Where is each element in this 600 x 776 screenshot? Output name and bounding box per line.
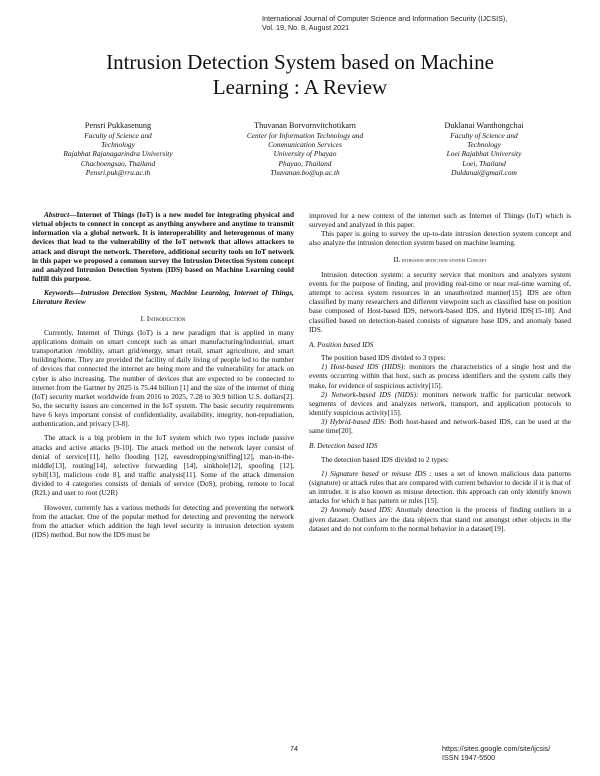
list-item-hids xyxy=(309,362,571,389)
keywords-label: Keywords xyxy=(44,288,74,298)
section-title: intrusion detection system Concept xyxy=(402,256,487,264)
journal-name: International Journal of Computer Science and Information Security (IJCSIS), xyxy=(262,14,508,23)
left-column xyxy=(32,210,294,539)
list-item-anomaly xyxy=(309,505,571,532)
section-heading-introduction xyxy=(32,314,294,323)
subsection-heading-a: A. Position based IDS xyxy=(309,339,374,349)
footer-links xyxy=(442,744,550,762)
intro-paragraph-4: improved for a new context of the internet such as Internet of Things (IoT) which is surveyed and analyzed in this paper. xyxy=(309,211,571,230)
keywords-text: —Intrusion Detection System, Machine Learning, Internet of Things, Literature Review xyxy=(32,288,294,307)
abstract-label: Abstract xyxy=(44,210,70,219)
author-affil-line: Technology xyxy=(101,140,135,150)
intro-paragraph-5: This paper is going to survey the up-to-date intrusion detection system concept and also analyze the intrusion detection system based on machine learning. xyxy=(309,229,571,248)
author-affil-line: Phayao, Thailand xyxy=(278,158,332,168)
author-2 xyxy=(220,121,390,177)
keywords xyxy=(32,288,294,306)
section-number: II. xyxy=(393,254,401,264)
paper-title xyxy=(40,50,560,100)
concept-paragraph-1: Intrusion detection system: a security service that monitors and analyzes system events for the purpose of finding, and providing real-time or near real-time warning of, attempt to access system resources in an unauthorized manner[15]. IDS are often classified by many researchers and different viewpoint such as classified base on position base composed of Host-based IDS, network-based IDS, and Hybrid IDS[15-18]. And classified based on detection-based consists of signature base IDS, and anomaly based IDS. xyxy=(309,269,571,334)
abstract xyxy=(32,210,294,283)
item-text: monitors network traffic for particular network segments of devices and analyzes network, transport, and application protocols to identify suspicious activity[15]. xyxy=(309,389,571,417)
list-item-hybrid xyxy=(309,417,571,435)
list-item-signature xyxy=(309,469,571,506)
page-number: 74 xyxy=(290,744,298,753)
item-label: 1) Host-based IDS (HIDS): xyxy=(321,362,406,372)
journal-volume: Vol. 19, No. 8, August 2021 xyxy=(262,23,350,32)
intro-paragraph-3: However, currently has a various methods for detecting and preventing the network from the attacker. One of the popular method for detecting and preventing the network from the attacker which addition the high level security is intrusion detection system (IDS) method. But now the IDS must be xyxy=(32,502,294,539)
item-label: 3) Hybrid-based IDS: xyxy=(321,417,387,427)
author-affil-line: Chachoengsao, Thailand xyxy=(80,158,156,168)
author-affil-line: University of Phayao xyxy=(273,149,337,159)
subsection-heading-b: B. Detection based IDS xyxy=(309,441,378,451)
section-title: Introduction xyxy=(146,313,186,323)
item-label: 1) Signature based or misuse IDS : xyxy=(321,468,432,478)
journal-header xyxy=(262,14,592,32)
author-affil-line: Loei, Thailand xyxy=(462,158,506,168)
author-name: Duklanai Wanthongchai xyxy=(444,121,524,130)
author-name: Pensri Pukkasenung xyxy=(84,121,152,130)
section-number: I. xyxy=(140,313,145,323)
author-email: Duldanai@gmail.com xyxy=(451,167,517,177)
author-affil-line: Loei Rajabhat University xyxy=(446,149,522,159)
item-label: 2) Network-based IDS (NIDS): xyxy=(321,389,419,399)
abstract-text: —Internet of Things (IoT) is a new model for integrating physical and virtual objects to connect in concept as anything anywhere and anytime to transmit information via a global network. It is interoperability and heterogenous of many devices that lead to the vulnerability of the IoT network that allows attackers to attack and disrupt the network. Therefore, additional security tools on IoT network in this paper we proposed a common survey the Intrusion Detection System concept and analyzed Intrusion Detection System (IDS) based on Machine Learning could fulfill this purpose. xyxy=(32,210,294,284)
author-affil-line: Faculty of Science and xyxy=(84,131,152,140)
right-column xyxy=(309,211,571,533)
author-affil-line: Technology xyxy=(467,140,501,150)
item-text: Both host-based and network-based IDS, can be used at the same time[20]. xyxy=(309,417,571,436)
position-intro: The position based IDS divided to 3 types: xyxy=(321,353,446,363)
author-email: Pensri.puk@rru.ac.th xyxy=(85,167,151,177)
footer-issn: ISSN 1947-5500 xyxy=(442,753,496,762)
title-line-1: Intrusion Detection System based on Machine xyxy=(106,50,494,74)
footer-url[interactable]: https://sites.google.com/site/ijcsis/ xyxy=(442,744,551,753)
section-heading-concept xyxy=(309,255,571,265)
author-affil-line: Faculty of Science and xyxy=(450,131,518,140)
author-1 xyxy=(38,121,198,177)
item-text: Anomaly detection is the process of finding outliers in a given dataset. Outliers are the data objects that stand out amongst other objects in the dataset and do not conform to the normal behavior in a dataset[19]. xyxy=(309,505,571,533)
intro-paragraph-2: The attack is a big problem in the IoT system which two types include passive attacks and active attacks [9-10]. The attack method on the network layer consist of denial of service[11], hello flooding [12], eavesdropping/sniffing[12], man-in-the-middle[13], routing[14], selective forwarding [14], sinkhole[12], spoofing [12], sybil[13], malicious code 8], and traffic analysis[11]. Some of the attack dimension divided to 4 categories consists of denials of service (DoS), probing, remote to local (R2L) and user to root (U2R) xyxy=(32,433,294,498)
title-line-2: Learning : A Review xyxy=(212,75,388,99)
item-text: uses a set of known malicious data patterns (signature) or attack rules that are compared with current behavior to decide if it is that of an intruder. it is also known as misuse detection. this approach can only identify known attacks for which it has pattern or rules [15]. xyxy=(309,468,571,506)
intro-paragraph-1: Currently, Internet of Things (IoT) is a new paradigm that is applied in many applications domain on smart concept such as smart manufacturing/industrial, smart transportation /mobility, smart grid/energy, smart retail, smart agriculture, and smart building/home. They are provided the facility of daily living of people led to the number of devices that connected the internet are being more and the vulnerability for attack on cyber is also increasing. The number of devices that are expected to be connected to internet from the Gartner by 2025 is 75.44 billion [1] and the size of the internet of thing (IoT) security market worldwide from 2016 to 2025, 7.28 to 30.9 billion U.S. dollars[2]. So, the security issues are concerned in the IoT system. The basic security requirements have 6 keys important consist of confidentiality, availability, integrity, non-repudiation, authentication, and privacy [3-8]. xyxy=(32,327,294,429)
item-label: 2) Anomaly based IDS: xyxy=(321,505,393,515)
author-affil-line: Rajabhat Rajanagarindra University xyxy=(63,149,173,159)
author-affil-line: Communication Services xyxy=(268,140,342,150)
author-3 xyxy=(404,121,564,177)
author-affil-line: Center for Information Technology and xyxy=(246,131,364,140)
detection-intro: The detection based IDS divided to 2 types: xyxy=(321,454,449,464)
author-name: Thuvanan Borvornvitchotikarn xyxy=(254,121,356,130)
author-email: Thuvanan.bo@up.ac.th xyxy=(270,167,340,177)
list-item-nids xyxy=(309,390,571,417)
item-text: monitors the characteristics of a single host and the events occurring within that host, such as process identifiers and the system calls they make, for evidence of suspicious activity[15]. xyxy=(309,362,572,390)
